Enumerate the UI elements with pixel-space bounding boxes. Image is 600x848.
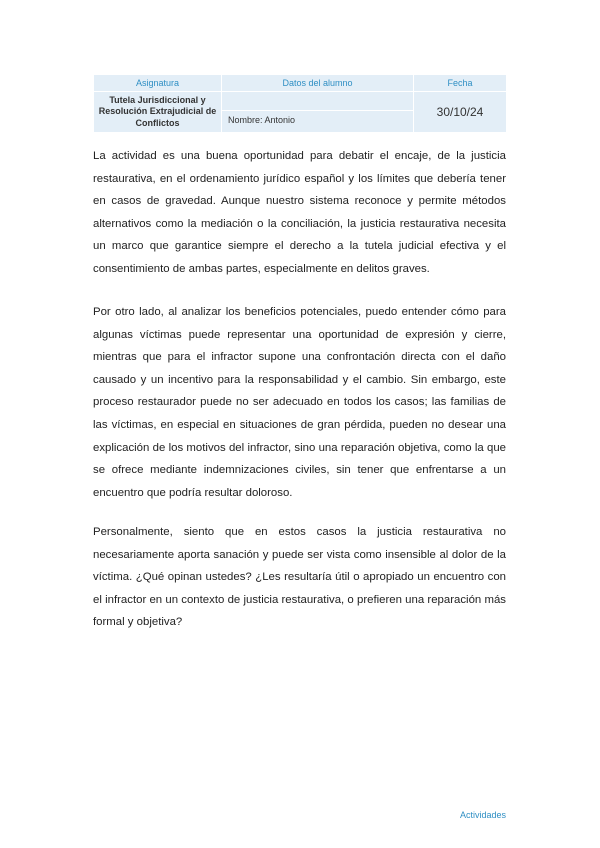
paragraph-3: Personalmente, siento que en estos casos la justicia restaurativa no necesariamente aporta sanación y puede ser vista como insensible al dolor de la víctima. ¿Qué opinan ustedes? ¿Les resultaría útil o apropiado un encuentro con el infractor en un contexto de justicia restaurativa, o prefieren una reparación más formal y objetiva? bbox=[93, 526, 506, 629]
footer-label: Actividades bbox=[459, 810, 506, 820]
student-column-header: Datos del alumno bbox=[222, 75, 414, 92]
paragraph-2: Por otro lado, al analizar los beneficios potenciales, puedo entender cómo para algunas víctimas puede representar una oportunidad de expresión y cierre, mientras que para el infractor supone una confrontación directa con el daño causado y un incentivo para la responsabilidad y el cambio. Sin embargo, este proceso restaurador puede no ser adecuado en todos los casos; las familias de las víctimas, en especial en situaciones de gran pérdida, pueden no desear una explicación de los motivos del infractor, sino una reparación objetiva, como la que se ofrece mediante indemnizaciones civiles, sin tener que enfrentarse a un encuentro que podría resultar doloroso. bbox=[93, 306, 506, 499]
paragraph-1: La actividad es una buena oportunidad para debatir el encaje, de la justicia restaurativa, en el ordenamiento jurídico español y los límites que debería tener en casos de gravedad. Aunque nuestro sistema reconoce y permite métodos alternativos como la mediación o la conciliación, la justicia restaurativa necesita un marco que garantice siempre el derecho a la tutela judicial efectiva y el consentimiento de ambas partes, especialmente en delitos graves. bbox=[93, 150, 506, 275]
date-column-header: Fecha bbox=[414, 75, 507, 92]
date-value: 30/10/24 bbox=[414, 92, 507, 133]
student-name-value: Nombre: Antonio bbox=[222, 111, 414, 133]
data-row-top bbox=[94, 92, 507, 111]
header-row bbox=[94, 75, 507, 92]
subject-column-header: Asignatura bbox=[94, 75, 222, 92]
header-table bbox=[93, 74, 507, 133]
subject-value: Tutela Jurisdiccional y Resolución Extrajudicial de Conflictos bbox=[94, 92, 222, 133]
student-blank-cell bbox=[222, 92, 414, 111]
